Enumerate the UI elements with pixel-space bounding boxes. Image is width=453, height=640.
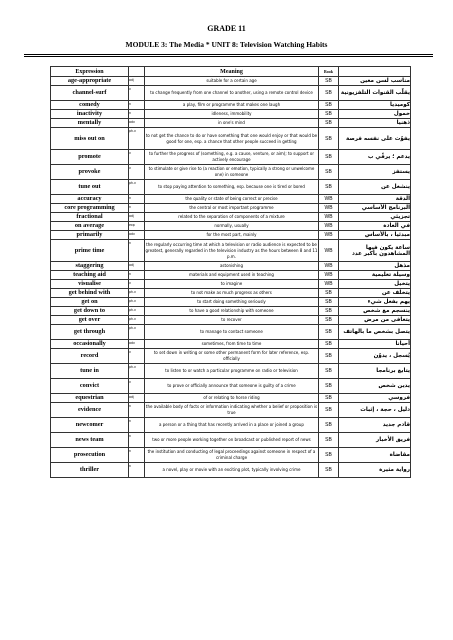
table-cell-expression: miss out on <box>51 128 129 150</box>
table-cell-meaning: a play, film or programme that makes one laugh <box>145 101 319 110</box>
table-cell-arabic: ينشغل عن <box>339 180 411 195</box>
table-cell-meaning: materials and equipment used in teaching <box>145 271 319 280</box>
table-row <box>51 101 411 110</box>
table-cell-pos: n <box>129 463 145 478</box>
table-cell-pos: v <box>129 86 145 101</box>
table-cell-pos: v <box>129 379 145 394</box>
table-cell-arabic: يقلّب القنوات التلفزيونية <box>339 86 411 101</box>
table-cell-meaning: a novel, play or movie with an exciting plot, typically involving crime <box>145 463 319 478</box>
table-cell-book: SB <box>319 165 339 180</box>
table-cell-arabic: يُسجل ، يدوّن <box>339 349 411 364</box>
table-cell-meaning: suitable for a certain age <box>145 77 319 86</box>
table-cell-pos: adj <box>129 77 145 86</box>
table-cell-arabic: ساعة يكون فيها المشاهدون بأكبر عدد <box>339 240 411 262</box>
table-cell-pos: adv <box>129 231 145 240</box>
table-cell-expression: comedy <box>51 101 129 110</box>
table-cell-pos: v <box>129 280 145 289</box>
table-cell-expression: primarily <box>51 231 129 240</box>
table-cell-arabic: يتخيل <box>339 280 411 289</box>
table-row <box>51 213 411 222</box>
table-row <box>51 325 411 340</box>
table-row <box>51 298 411 307</box>
table-cell-pos: adj <box>129 262 145 271</box>
table-row <box>51 463 411 478</box>
table-cell-expression: on average <box>51 222 129 231</box>
table-row <box>51 110 411 119</box>
table-cell-pos: ph.v <box>129 298 145 307</box>
table-row <box>51 403 411 418</box>
table-cell-meaning: idleness, immobility <box>145 110 319 119</box>
table-cell-pos: ph.v <box>129 128 145 150</box>
table-row <box>51 204 411 213</box>
table-cell-book: WB <box>319 204 339 213</box>
table-cell-expression: core programming <box>51 204 129 213</box>
table-cell-book: SB <box>319 289 339 298</box>
table-cell-book: SB <box>319 86 339 101</box>
table-row <box>51 316 411 325</box>
table-cell-expression: teaching aid <box>51 271 129 280</box>
table-cell-expression: equestrian <box>51 394 129 403</box>
table-cell-arabic: أحيانا <box>339 340 411 349</box>
table-cell-expression: get through <box>51 325 129 340</box>
table-row <box>51 307 411 316</box>
table-cell-pos: n <box>129 433 145 448</box>
table-cell-arabic: ينسجم مع شخص <box>339 307 411 316</box>
table-row <box>51 418 411 433</box>
table-cell-pos: adj <box>129 213 145 222</box>
column-header-pos <box>129 67 145 77</box>
table-cell-meaning: to have a good relationship with someone <box>145 307 319 316</box>
table-cell-book: SB <box>319 340 339 349</box>
table-cell-expression: provoke <box>51 165 129 180</box>
column-header-book: Book <box>319 67 339 77</box>
table-cell-book: SB <box>319 463 339 478</box>
table-cell-book: SB <box>319 418 339 433</box>
table-cell-arabic: مذهل <box>339 262 411 271</box>
table-cell-meaning: to change frequently from one channel to another, using a remote control device <box>145 86 319 101</box>
table-cell-meaning: to not make as much progress as others <box>145 289 319 298</box>
table-cell-arabic: رواية مثيرة <box>339 463 411 478</box>
table-cell-expression: mentally <box>51 119 129 128</box>
table-cell-expression: get over <box>51 316 129 325</box>
table-cell-arabic: خمول <box>339 110 411 119</box>
table-cell-pos: n <box>129 204 145 213</box>
table-cell-expression: tune in <box>51 364 129 379</box>
table-cell-pos: adj <box>129 394 145 403</box>
table-cell-book: SB <box>319 298 339 307</box>
grade-title: GRADE 11 <box>207 24 246 33</box>
table-cell-expression: tune out <box>51 180 129 195</box>
table-cell-meaning: to recover <box>145 316 319 325</box>
table-cell-pos: n <box>129 101 145 110</box>
table-cell-book: SB <box>319 433 339 448</box>
table-cell-book: SB <box>319 150 339 165</box>
table-cell-expression: prime time <box>51 240 129 262</box>
table-cell-meaning: related to the separation of components of a mixture <box>145 213 319 222</box>
table-cell-expression: get on <box>51 298 129 307</box>
table-cell-meaning: in one's mind <box>145 119 319 128</box>
table-row <box>51 271 411 280</box>
table-row <box>51 340 411 349</box>
table-cell-meaning: to stop paying attention to something, esp. because one is tired or bored <box>145 180 319 195</box>
table-cell-arabic: كوميديا <box>339 101 411 110</box>
table-cell-book: SB <box>319 379 339 394</box>
table-cell-book: SB <box>319 349 339 364</box>
table-cell-arabic: يهم بفعل شيء <box>339 298 411 307</box>
table-row <box>51 349 411 364</box>
table-cell-pos: n <box>129 271 145 280</box>
table-cell-arabic: يدين شخص <box>339 379 411 394</box>
table-cell-arabic: يستفز <box>339 165 411 180</box>
table-cell-book: SB <box>319 110 339 119</box>
table-cell-book: WB <box>319 231 339 240</box>
table-row <box>51 195 411 204</box>
table-cell-expression: channel-surf <box>51 86 129 101</box>
table-row <box>51 165 411 180</box>
table-cell-arabic: تجزيئي <box>339 213 411 222</box>
table-cell-book: SB <box>319 394 339 403</box>
table-cell-book: WB <box>319 280 339 289</box>
table-cell-meaning: astonishing <box>145 262 319 271</box>
table-cell-expression: newcomer <box>51 418 129 433</box>
table-cell-meaning: normally, usually <box>145 222 319 231</box>
table-cell-book: SB <box>319 101 339 110</box>
table-cell-book: WB <box>319 222 339 231</box>
table-row <box>51 280 411 289</box>
table-cell-book: SB <box>319 448 339 463</box>
table-cell-pos: adv <box>129 340 145 349</box>
table-cell-arabic: في العادة <box>339 222 411 231</box>
table-cell-arabic: مقاضاة <box>339 448 411 463</box>
table-cell-book: WB <box>319 195 339 204</box>
table-row <box>51 433 411 448</box>
table-cell-meaning: of or relating to horse riding <box>145 394 319 403</box>
table-cell-meaning: sometimes, from time to time <box>145 340 319 349</box>
table-row <box>51 364 411 379</box>
table-cell-meaning: to manage to contact someone <box>145 325 319 340</box>
table-cell-book: SB <box>319 325 339 340</box>
table-cell-pos: ph.v <box>129 316 145 325</box>
table-cell-expression: convict <box>51 379 129 394</box>
table-cell-pos: ph.v <box>129 180 145 195</box>
table-cell-pos: n <box>129 240 145 262</box>
table-cell-pos: v <box>129 349 145 364</box>
column-header-arabic <box>339 67 411 77</box>
column-header-meaning: Meaning <box>145 67 319 77</box>
table-cell-pos: n <box>129 418 145 433</box>
table-cell-book: SB <box>319 77 339 86</box>
table-cell-arabic: يتعافى من مرض <box>339 316 411 325</box>
table-cell-book: WB <box>319 213 339 222</box>
table-cell-arabic: مبدئيا ، بالأساس <box>339 231 411 240</box>
table-row <box>51 222 411 231</box>
table-cell-meaning: two or more people working together on broadcast or published report of news <box>145 433 319 448</box>
table-cell-expression: accuracy <box>51 195 129 204</box>
table-cell-meaning: to further the progress of (something, e.g. a cause, venture, or aim); to support or actively encourage <box>145 150 319 165</box>
table-cell-expression: promote <box>51 150 129 165</box>
table-cell-pos: v <box>129 165 145 180</box>
table-cell-pos: n <box>129 195 145 204</box>
table-cell-pos: n <box>129 110 145 119</box>
table-cell-arabic: البرنامج الأساسي <box>339 204 411 213</box>
table-row <box>51 231 411 240</box>
table-cell-meaning: to start doing something seriously <box>145 298 319 307</box>
table-cell-meaning: a person or a thing that has recently arrived in a place or joined a group <box>145 418 319 433</box>
table-cell-meaning: for the most part, mainly <box>145 231 319 240</box>
table-cell-expression: age-appropriate <box>51 77 129 86</box>
table-cell-pos: ph.v <box>129 307 145 316</box>
table-cell-book: SB <box>319 180 339 195</box>
table-cell-pos: ph.v <box>129 325 145 340</box>
table-cell-pos: exp <box>129 222 145 231</box>
table-cell-arabic: مناسب لسن معين <box>339 77 411 86</box>
table-cell-book: SB <box>319 307 339 316</box>
table-cell-expression: fractional <box>51 213 129 222</box>
table-cell-book: WB <box>319 262 339 271</box>
table-row <box>51 128 411 150</box>
table-cell-expression: inactivity <box>51 110 129 119</box>
table-cell-pos: adv <box>129 119 145 128</box>
table-cell-arabic: يتابع برنامجا <box>339 364 411 379</box>
table-cell-arabic: يتصل بشخص ما بالهاتف <box>339 325 411 340</box>
table-cell-meaning: the central or most important programme <box>145 204 319 213</box>
table-row <box>51 150 411 165</box>
table-row <box>51 394 411 403</box>
table-cell-expression: occasionally <box>51 340 129 349</box>
table-header-row <box>51 67 411 77</box>
table-cell-arabic: قادم جديد <box>339 418 411 433</box>
table-cell-meaning: to imagine <box>145 280 319 289</box>
table-cell-meaning: the institution and conducting of legal proceedings against someone in respect of a criminal charge <box>145 448 319 463</box>
header-rule-bottom <box>24 56 433 57</box>
table-cell-expression: get down to <box>51 307 129 316</box>
table-cell-meaning: to prove or officially announce that someone is guilty of a crime <box>145 379 319 394</box>
table-cell-book: SB <box>319 128 339 150</box>
table-row <box>51 289 411 298</box>
column-header-expression: Expression <box>51 67 129 77</box>
table-cell-arabic: دليل ، حجة ، إثبات <box>339 403 411 418</box>
table-cell-expression: visualise <box>51 280 129 289</box>
table-row <box>51 77 411 86</box>
table-cell-expression: thriller <box>51 463 129 478</box>
table-cell-pos: n <box>129 403 145 418</box>
table-body <box>51 77 411 478</box>
table-cell-book: SB <box>319 364 339 379</box>
table-cell-book: SB <box>319 119 339 128</box>
table-cell-book: SB <box>319 316 339 325</box>
table-cell-book: WB <box>319 240 339 262</box>
table-cell-expression: evidence <box>51 403 129 418</box>
table-cell-meaning: to not get the chance to do or have something that one would enjoy or that would be good for one, esp. a chance that other people succeed in getting <box>145 128 319 150</box>
table-cell-arabic: وسيلة تعليمية <box>339 271 411 280</box>
table-row <box>51 262 411 271</box>
table-cell-book: SB <box>319 403 339 418</box>
table-cell-meaning: the available body of facts or information indicating whether a belief or proposition is true <box>145 403 319 418</box>
table-cell-meaning: to stimulate or give rise to (a reaction or emotion, typically a strong or unwelcome one) in someone <box>145 165 319 180</box>
table-cell-pos: n <box>129 448 145 463</box>
table-cell-meaning: the quality or state of being correct or precise <box>145 195 319 204</box>
table-cell-book: WB <box>319 271 339 280</box>
table-cell-expression: record <box>51 349 129 364</box>
table-row <box>51 180 411 195</box>
module-title: MODULE 3: The Media * UNIT 8: Television Watching Habits <box>125 40 328 49</box>
table-cell-arabic: فروسي <box>339 394 411 403</box>
table-cell-arabic: يتخلف عن <box>339 289 411 298</box>
table-cell-meaning: to listen to or watch a particular programme on radio or television <box>145 364 319 379</box>
table-cell-arabic: يفوّت على نفسه فرصة <box>339 128 411 150</box>
table-row <box>51 240 411 262</box>
table-cell-pos: ph.v <box>129 364 145 379</box>
table-row <box>51 86 411 101</box>
table-row <box>51 119 411 128</box>
table-cell-pos: v <box>129 150 145 165</box>
table-cell-arabic: الدقة <box>339 195 411 204</box>
vocabulary-table <box>50 66 411 478</box>
table-cell-expression: staggering <box>51 262 129 271</box>
table-row <box>51 379 411 394</box>
table-cell-meaning: the regularly occurring time at which a television or radio audience is expected to be greatest, generally regarded in the television industry as the hours between 8 and 11 p.m. <box>145 240 319 262</box>
table-cell-meaning: to set down in writing or some other permanent form for later reference, esp. officially <box>145 349 319 364</box>
table-row <box>51 448 411 463</box>
table-cell-expression: prosecution <box>51 448 129 463</box>
table-cell-arabic: فريق الأخبار <box>339 433 411 448</box>
header-rule-top <box>24 54 433 55</box>
table-cell-expression: get behind with <box>51 289 129 298</box>
table-cell-arabic: يدعم ؛ يرقّي ب <box>339 150 411 165</box>
table-cell-pos: ph.v <box>129 289 145 298</box>
table-cell-expression: news team <box>51 433 129 448</box>
table-cell-arabic: ذهنيا <box>339 119 411 128</box>
